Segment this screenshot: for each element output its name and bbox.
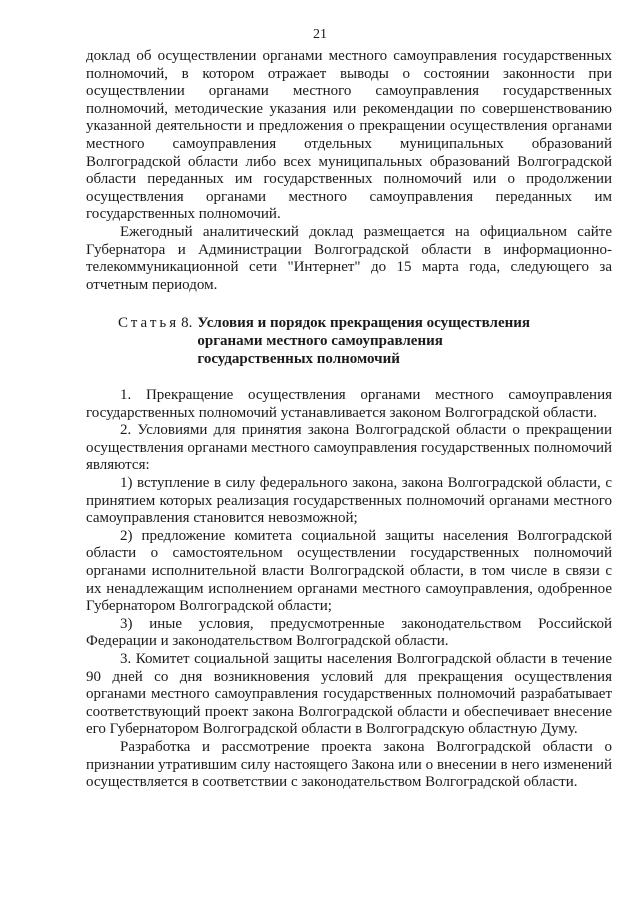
clause-2-item-3: 3) иные условия, предусмотренные законодательством Российской Федерации и законодательством Волгоградской области. [86, 615, 612, 650]
article-label: Статья [118, 315, 180, 332]
paragraph-report-continuation: доклад об осуществлении органами местного самоуправления государственных полномочий, в котором отражает выводы о состоянии законности при осуществлении органами местного самоуправления государственных полномочий, методические указания или рекомендации по совершенствованию указанной деятельности и предложения о прекращении осуществления органами местного самоуправления отдельных муниципальных образований Волгоградской области либо всех муниципальных образований Волгоградской области переданных им государственных полномочий или о продолжении осуществления органами местного самоуправления переданных им государственных полномочий. [86, 48, 612, 223]
clause-1: 1. Прекращение осуществления органами местного самоуправления государственных полномочий устанавливается законом Волгоградской области. [86, 387, 612, 421]
article-number: 8. [181, 315, 193, 332]
clause-2-item-1: 1) вступление в силу федерального закона, закона Волгоградской области, с принятием которых реализация государственных полномочий органами местного самоуправления становится невозможной; [86, 475, 612, 527]
paragraph-report-publication: Ежегодный аналитический доклад размещается на официальном сайте Губернатора и Администрации Волгоградской области в информационно-телекоммуникационной сети "Интернет" до 15 марта года, следующего за отчетным периодом. [86, 223, 612, 293]
article-title: Условия и порядок прекращения осуществления органами местного самоуправления государственных полномочий [197, 315, 531, 367]
clause-2-item-2: 2) предложение комитета социальной защиты населения Волгоградской области о самостоятельном осуществлении государственных полномочий органами исполнительной власти Волгоградской области, в том числе в связи с их ненадлежащим исполнением органами местного самоуправления, одобренное Губернатором Волгоградской области; [86, 527, 612, 615]
clause-2: 2. Условиями для принятия закона Волгоградской области о прекращении осуществления органами местного самоуправления государственных полномочий являются: [86, 422, 612, 474]
page-number: 21 [313, 27, 327, 42]
clause-3: 3. Комитет социальной защиты населения Волгоградской области в течение 90 дней со дня возникновения условий для прекращения осуществления органами местного самоуправления государственных полномочий разрабатывает соответствующий проект закона Волгоградской области и обеспечивает внесение его Губернатором Волгоградской области в Волгоградскую областную Думу. [86, 651, 612, 738]
article-heading [86, 315, 612, 368]
clause-3-continuation: Разработка и рассмотрение проекта закона Волгоградской области о признании утратившим силу настоящего Закона или о внесении в него изменений осуществляется в соответствии с законодательством Волгоградской области. [86, 738, 612, 791]
document-body [86, 48, 612, 792]
